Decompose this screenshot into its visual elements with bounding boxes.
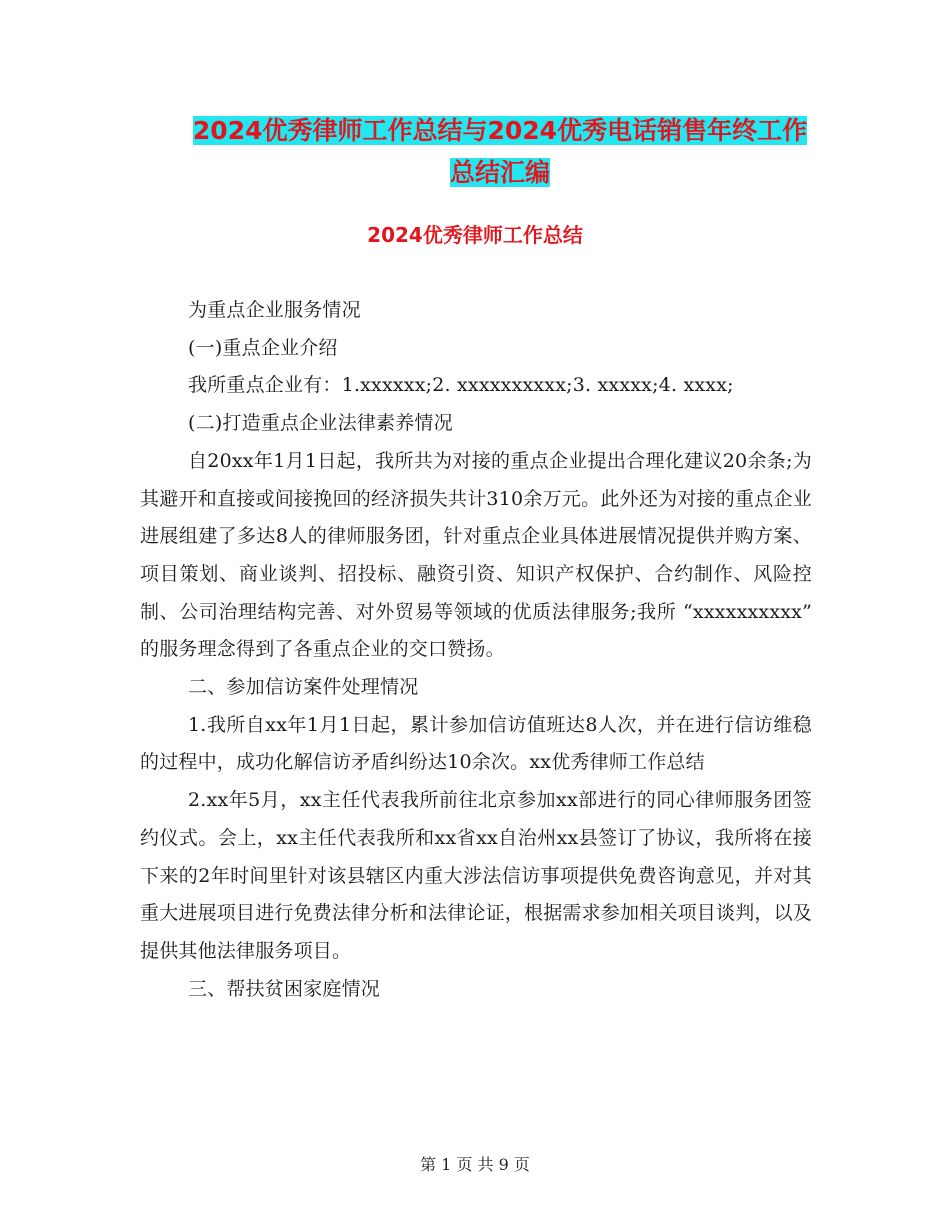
paragraph: 1.我所自xx年1月1日起，累计参加信访值班达8人次，并在进行信访维稳的过程中，成功化解信访矛盾纠纷达10余次。xx优秀律师工作总结 xyxy=(140,713,812,774)
page-footer: 第 1 页 共 9 页 xyxy=(420,1155,530,1174)
paragraph: 三、帮扶贫困家庭情况 xyxy=(188,977,381,1000)
document-title-line-2: 总结汇编 xyxy=(449,158,550,187)
document-title xyxy=(140,110,860,194)
paragraph: 我所重点企业有：1.xxxxxx;2. xxxxxxxxxx;3. xxxxx;4. xxxx; xyxy=(188,374,734,397)
paragraph: 二、参加信访案件处理情况 xyxy=(188,676,419,699)
paragraph: (二)打造重点企业法律素养情况 xyxy=(188,412,453,435)
paragraph: 自20xx年1月1日起，我所共为对接的重点企业提出合理化建议20余条;为其避开和直接或间接挽回的经济损失共计310余万元。此外还为对接的重点企业进展组建了多达8人的律师服务团，针对重点企业具体进展情况提供并购方案、项目策划、商业谈判、招投标、融资引资、知识产权保护、合约制作、风险控制、公司治理结构完善、对外贸易等领域的优质法律服务;我所 “xxxxxxxxxx” 的服务理念得到了各重点企业的交口赞扬。 xyxy=(140,449,812,661)
document-title-line-1: 2024优秀律师工作总结与2024优秀电话销售年终工作 xyxy=(192,116,808,145)
document-body xyxy=(140,292,812,1008)
paragraph: (一)重点企业介绍 xyxy=(188,336,338,359)
paragraph: 为重点企业服务情况 xyxy=(188,299,361,321)
section-title: 2024优秀律师工作总结 xyxy=(367,223,583,247)
paragraph: 2.xx年5月，xx主任代表我所前往北京参加xx部进行的同心律师服务团签约仪式。会上，xx主任代表我所和xx省xx自治州xx县签订了协议，我所将在接下来的2年时间里针对该县辖区内重大涉法信访事项提供免费咨询意见，并对其重大进展项目进行免费法律分析和法律论证，根据需求参加相关项目谈判，以及提供其他法律服务项目。 xyxy=(140,789,813,962)
